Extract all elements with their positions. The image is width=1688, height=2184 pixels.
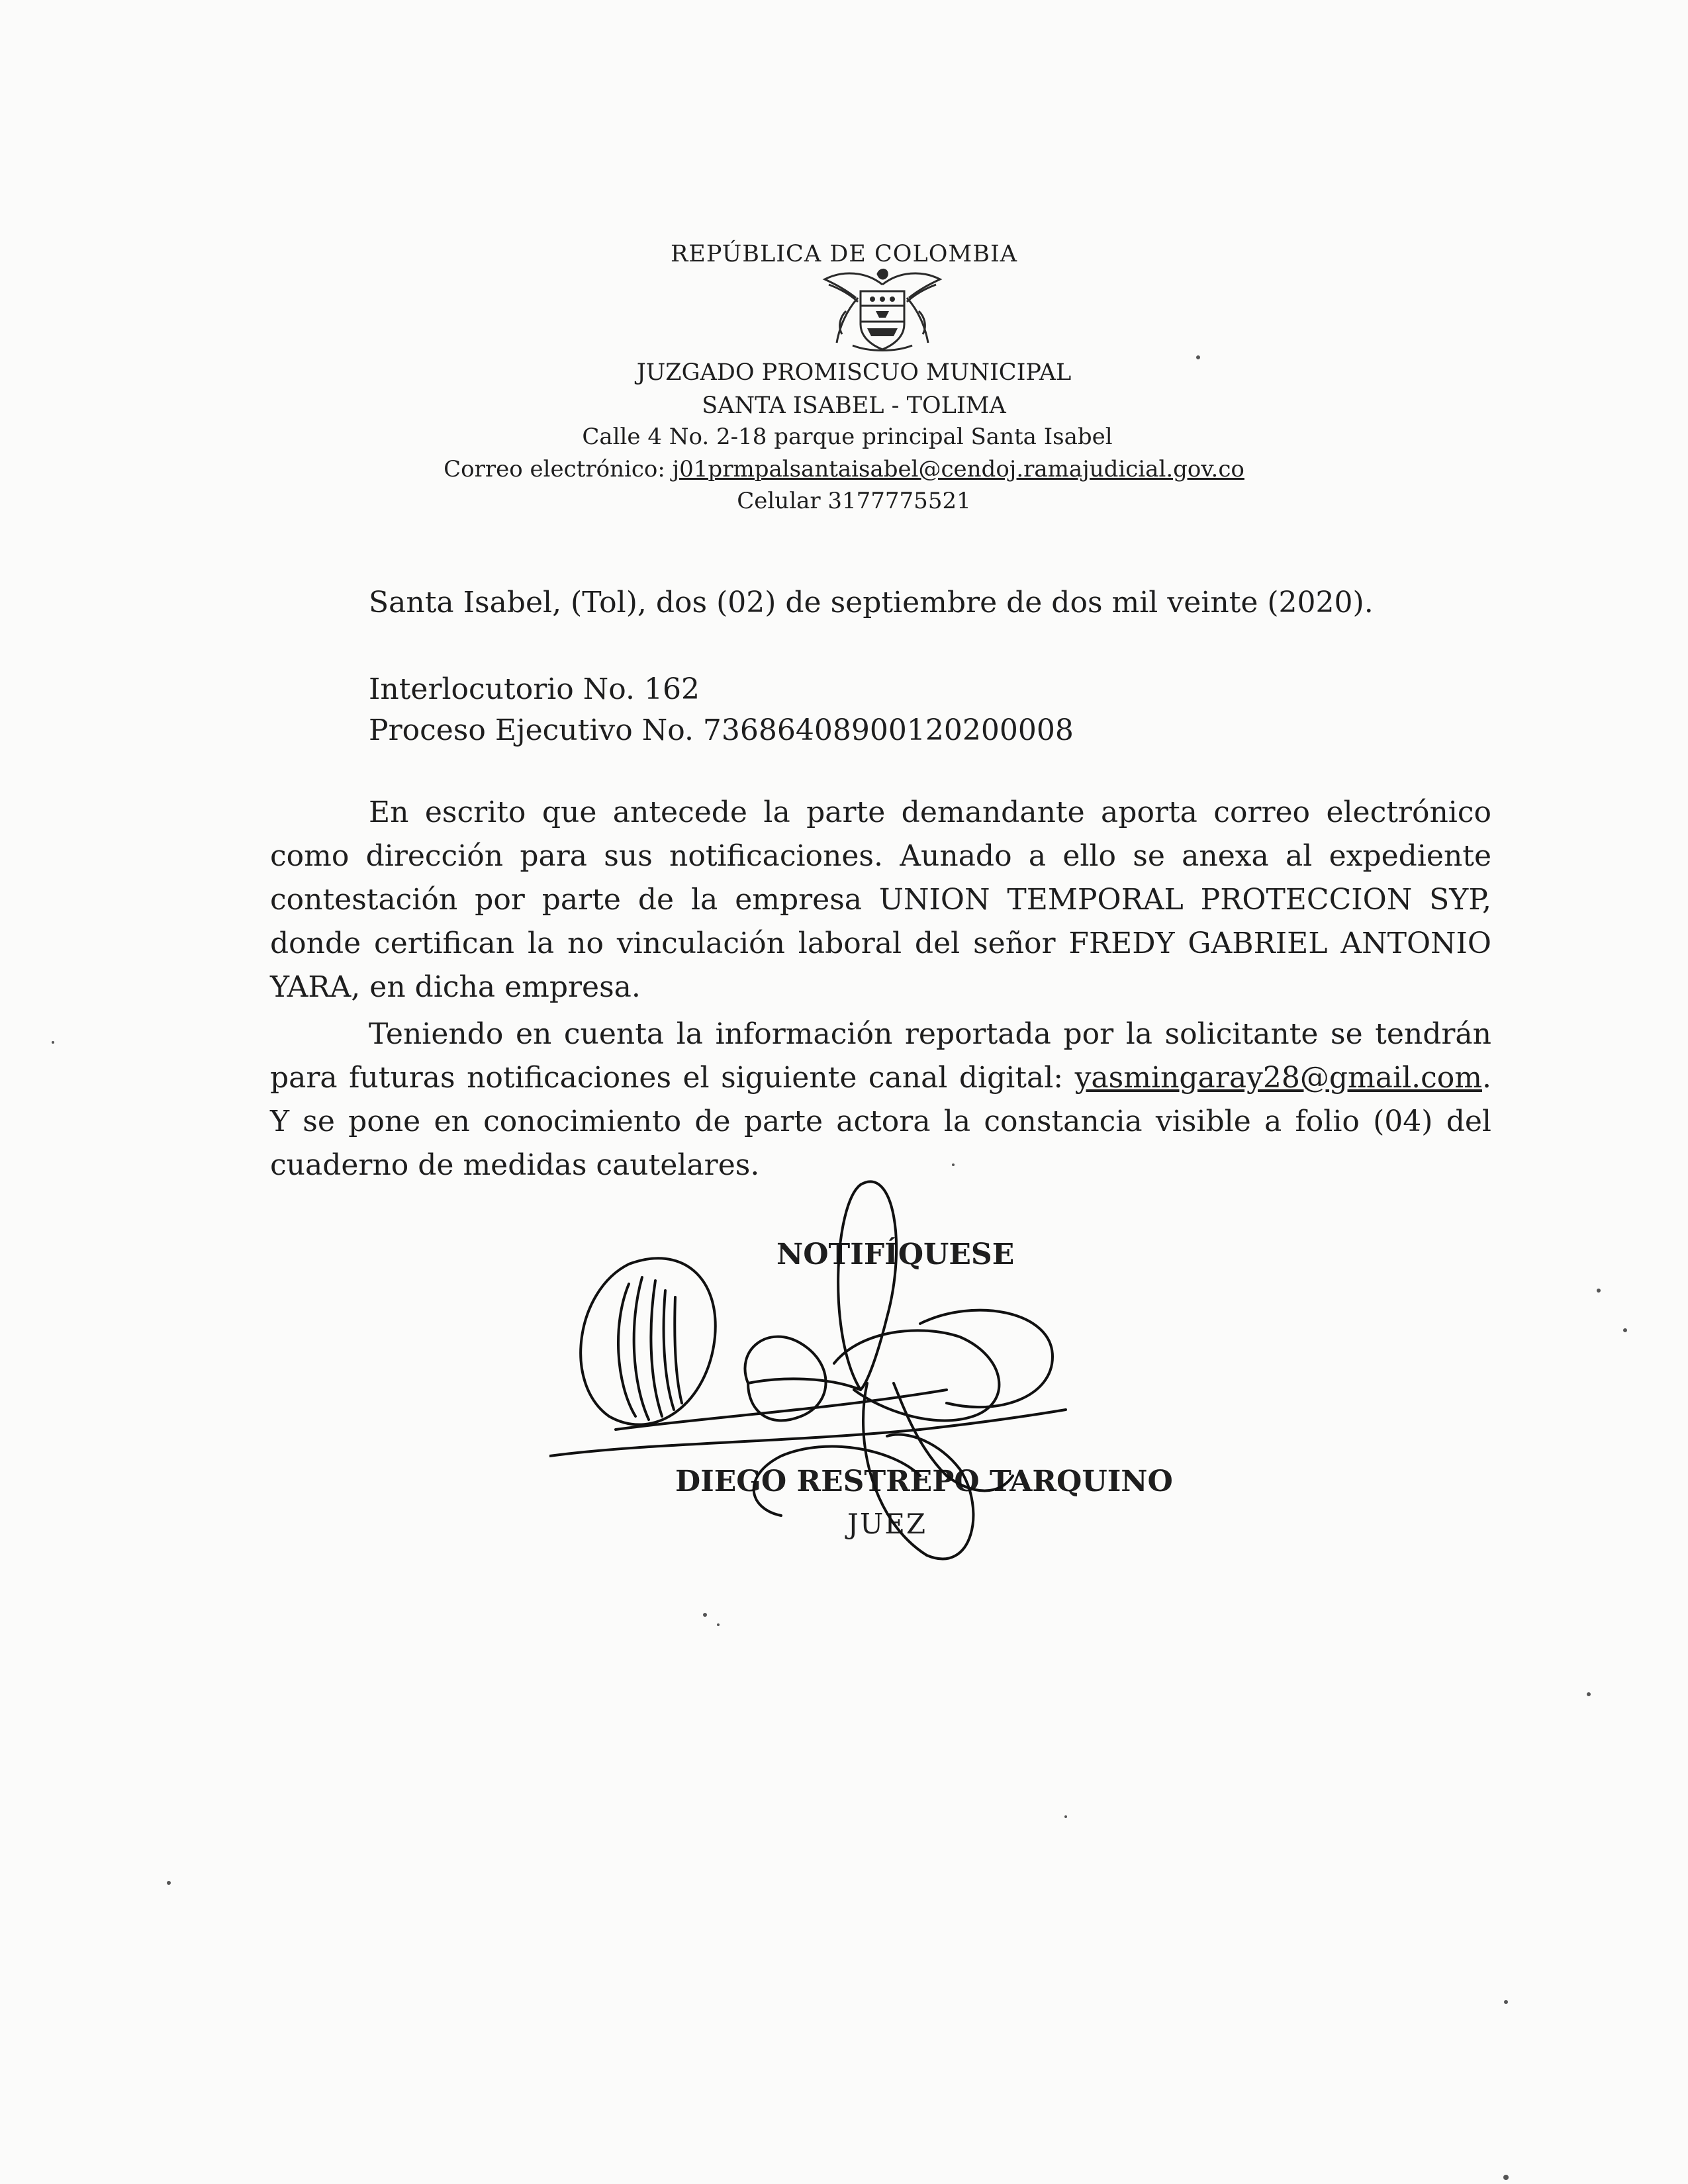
coat-of-arms-icon <box>820 265 945 354</box>
interlocutorio-ref: Interlocutorio No. 162 <box>369 672 700 706</box>
party-email-link[interactable]: yasmingaray28@gmail.com <box>1074 1061 1482 1095</box>
notify-heading: NOTIFÍQUESE <box>776 1238 1015 1271</box>
judge-name: DIEGO RESTREPO TARQUINO <box>675 1465 1173 1498</box>
judge-role: JUEZ <box>847 1508 927 1540</box>
email-label: Correo electrónico: <box>444 456 673 482</box>
country-heading: REPÚBLICA DE COLOMBIA <box>670 241 1018 267</box>
date-line: Santa Isabel, (Tol), dos (02) de septiembre de dos mil veinte (2020). <box>369 586 1374 619</box>
proceso-ref: Proceso Ejecutivo No. 73686408900120200008 <box>369 713 1074 747</box>
paragraph-2 <box>270 1013 1491 1187</box>
court-location: SANTA ISABEL - TOLIMA <box>702 392 1006 419</box>
handwritten-signature <box>549 1165 1145 1562</box>
paragraph-2-start: Teniendo en cuenta la información reportada por la solicitante se tendrán para futuras notificaciones el siguiente canal digital: <box>270 1017 1491 1095</box>
court-name: JUZGADO PROMISCUO MUNICIPAL <box>636 359 1072 386</box>
paragraph-2-end: . Y se pone en conocimiento de parte actora la constancia visible a folio (04) del cuaderno de medidas cautelares. <box>270 1061 1491 1182</box>
court-address: Calle 4 No. 2-18 parque principal Santa Isabel <box>582 424 1113 450</box>
paragraph-1: En escrito que antecede la parte demandante aporta correo electrónico como dirección para sus notificaciones. Aunado a ello se anexa al expediente contestación por parte de la empresa UNION TEMPORAL PROTECCION SYP, donde certifican la no vinculación laboral del señor FREDY GABRIEL ANTONIO YARA, en dicha empresa. <box>270 796 1491 1004</box>
court-email-link[interactable]: j01prmpalsantaisabel@cendoj.ramajudicial.gov.co <box>672 456 1244 482</box>
court-email-line <box>0 458 1688 480</box>
court-phone: Celular 3177775521 <box>737 488 971 514</box>
